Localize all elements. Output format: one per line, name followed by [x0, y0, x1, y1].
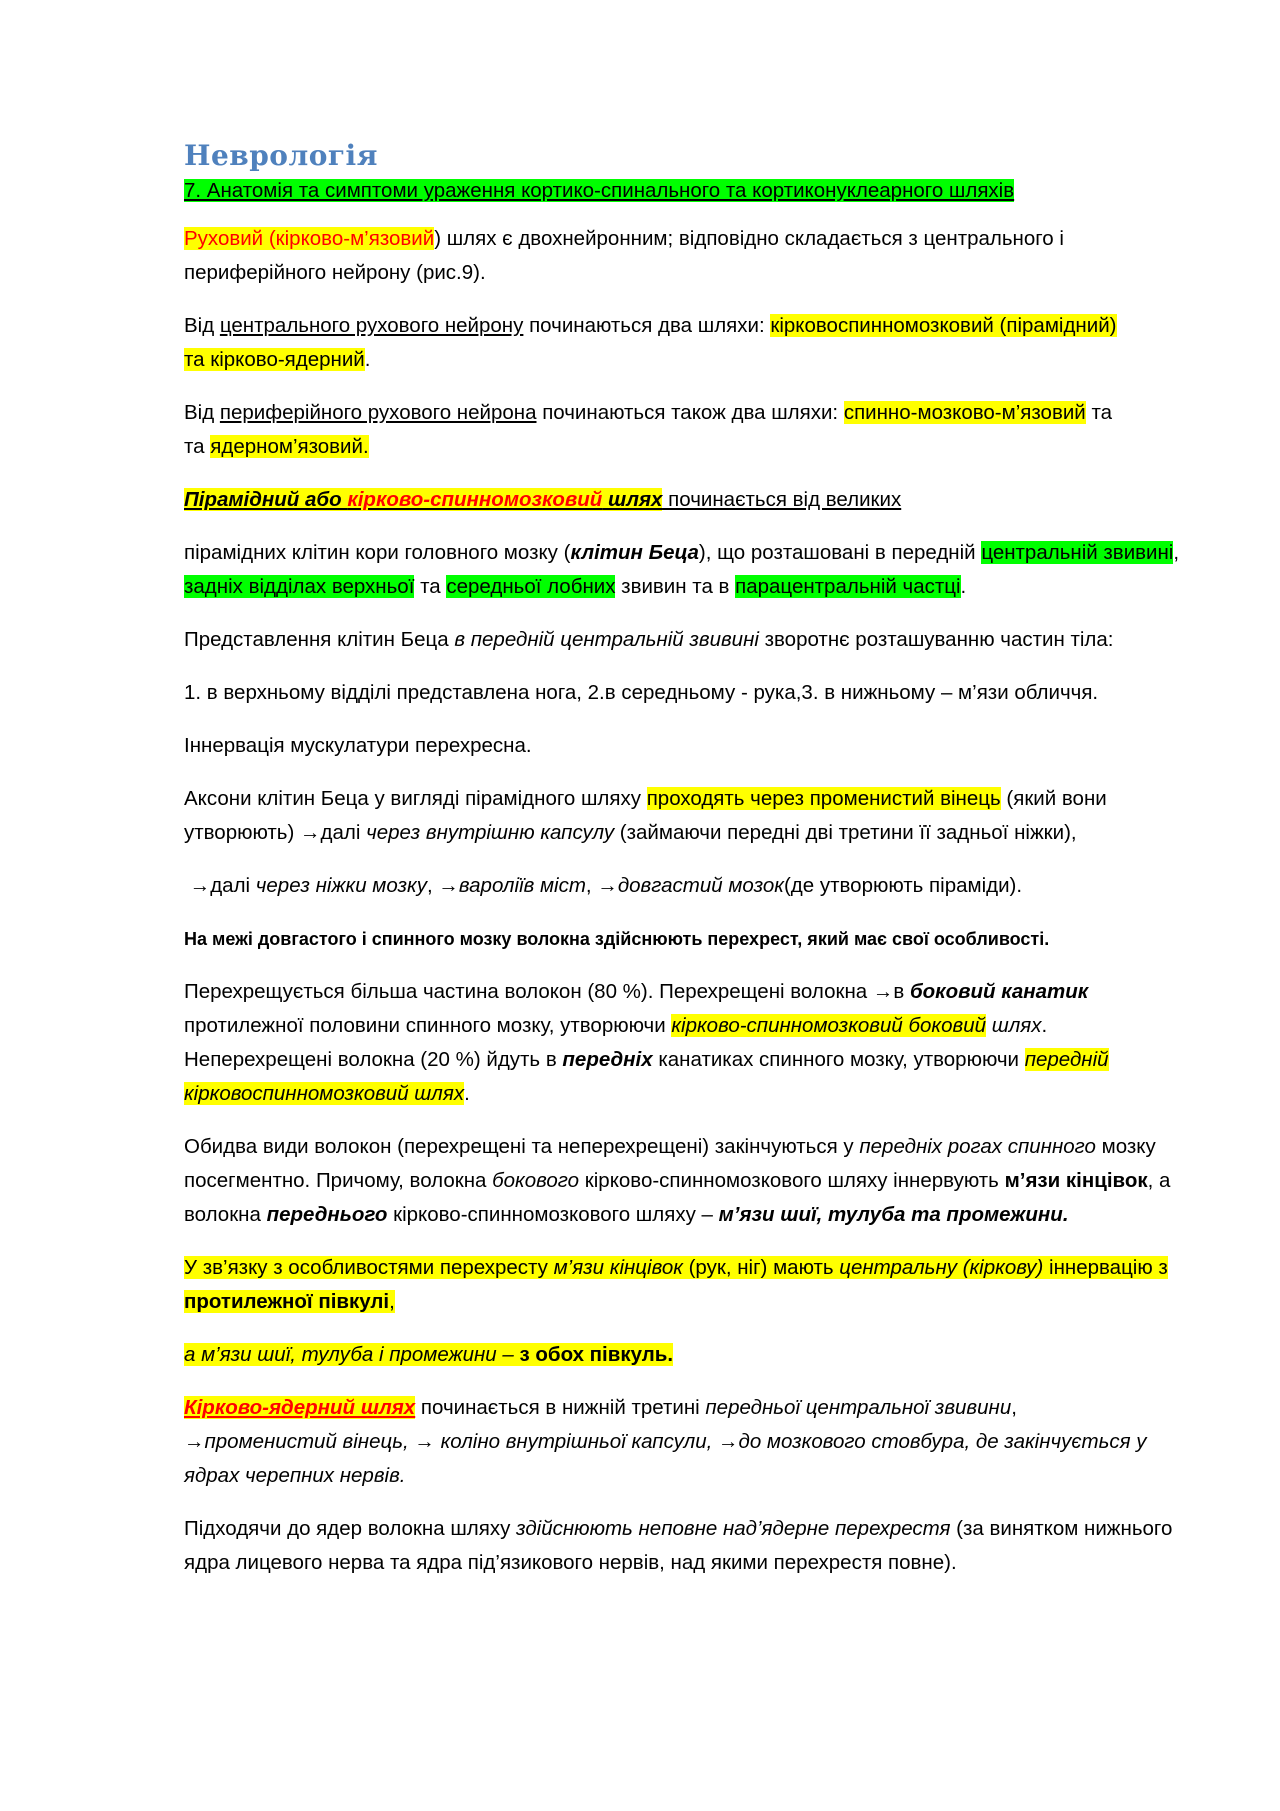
central-gyrus-term: центральній звивині	[981, 541, 1174, 564]
text: пірамідних клітин кори головного мозку (	[184, 541, 571, 564]
text: .	[960, 575, 967, 598]
corticonuclear-term: та кірково-ядерний	[184, 348, 365, 371]
spinomuscular-term: спинно-мозково-м’язовий	[843, 401, 1086, 424]
superior-parts-term: задніх відділах верхньої	[184, 575, 415, 598]
text: Підходячи до ядер волокна шляху	[184, 1517, 517, 1540]
text: починається від великих	[662, 488, 902, 511]
text: ) шлях є двохнейронним; відповідно складається з центрального і периферійного нейрону (рис.9).	[184, 227, 1064, 284]
text: вароліїв міст	[458, 874, 586, 897]
paragraph-axons	[184, 782, 1190, 850]
text: (рук, ніг) мають	[682, 1256, 840, 1279]
paragraph-supranuclear	[184, 1512, 1190, 1580]
paragraph-innervation: Іннервація мускулатури перехресна.	[184, 734, 532, 757]
topic-heading	[184, 174, 1190, 208]
paracentral-lobule-term: парацентральній частці	[735, 575, 961, 598]
both-hemispheres-term: з обох півкуль	[519, 1343, 668, 1366]
highlighted-block	[184, 1256, 1168, 1313]
text: Пірамідний або	[184, 488, 348, 511]
text: в	[893, 980, 910, 1003]
paragraph-decussation: На межі довгастого і спинного мозку волокна здійснюють перехрест, який має свої особливості.	[184, 929, 1050, 949]
text: починаються також два шляхи:	[536, 401, 844, 424]
paragraph-corticonuclear	[184, 1391, 1190, 1493]
text: бокового	[492, 1169, 580, 1192]
text: (займаючи передні дві третини її задньої ніжки),	[614, 821, 1077, 844]
trunk-muscles-term: м’язи шиї, тулуба та промежини	[718, 1203, 1063, 1226]
arrow-right-icon: →	[300, 821, 321, 844]
text: кірково-спинномозкового шляху –	[387, 1203, 719, 1226]
text: ,	[1173, 541, 1180, 564]
text: ), що розташовані в передній	[698, 541, 982, 564]
text: Обидва види волокон (перехрещені та неперехрещені) закінчуються у	[184, 1135, 860, 1158]
arrow-right-icon: →	[597, 874, 618, 897]
text: Від	[184, 401, 220, 424]
text: шлях	[602, 488, 663, 511]
text: .	[1062, 1203, 1069, 1226]
text: починається в нижній третині	[415, 1396, 706, 1419]
text: центральну (кіркову)	[839, 1256, 1044, 1279]
text: та	[414, 575, 447, 598]
arrow-right-icon: →	[414, 1430, 435, 1453]
text: . Неперехрещені волокна (20 %) йдуть в	[184, 1014, 1048, 1071]
internal-capsule-term: через внутрішню капсулу	[366, 821, 615, 844]
paragraph-central-neuron	[184, 309, 1190, 377]
corona-radiata-term: проходять через променистий вінець	[646, 787, 1001, 810]
paragraph-peripheral-neuron	[184, 396, 1190, 464]
pyramidal-tract-heading	[184, 488, 662, 511]
corticospinal-term: кірково-спинномозковий	[347, 488, 603, 511]
highlighted-block	[184, 1343, 673, 1366]
lateral-corticospinal-term: кірково-спинномозковий боковий	[671, 1014, 986, 1037]
paragraph-pyramidal-tract	[184, 483, 1190, 517]
text: здійснюють неповне над’ядерне перехрестя	[516, 1517, 951, 1540]
text: .	[364, 348, 371, 371]
text: передніх рогах спинного	[859, 1135, 1096, 1158]
text: ,	[1011, 1396, 1017, 1419]
text: до мозкового стовбура, де закінчується у ядрах черепних нервів.	[184, 1430, 1147, 1487]
text: далі	[210, 874, 256, 897]
paragraph-crossing	[184, 975, 1190, 1111]
text: ,	[585, 874, 598, 897]
text: та	[184, 435, 211, 458]
limb-muscles-term: м’язи кінцівок	[1004, 1169, 1148, 1192]
paragraph-somatotopy: 1. в верхньому відділі представлена нога, 2.в середньому - рука,3. в нижньому – м’язи обличчя.	[184, 681, 1099, 704]
arrow-right-icon: →	[872, 980, 894, 1003]
text: Перехрещується більша частина волокон (80 %). Перехрещені волокна	[184, 980, 873, 1003]
page-title: Неврологія	[184, 139, 378, 172]
anterior-corticospinal-term: передній кірковоспинномозковий шлях	[184, 1048, 1109, 1105]
text: Представлення клітин Беца	[184, 628, 455, 651]
paragraph-betz-cells	[184, 536, 1190, 604]
text: , а волокна	[184, 1169, 1171, 1226]
paragraph-termination	[184, 1130, 1190, 1232]
text: (який вони утворюють)	[184, 787, 1107, 844]
text: та	[1085, 401, 1113, 424]
anterior-term: переднього	[266, 1203, 388, 1226]
text: У зв’язку з особливостями перехресту	[184, 1256, 554, 1279]
text: звивин та в	[615, 575, 736, 598]
text: мозку посегментно. Причому, волокна	[184, 1135, 1156, 1192]
anterior-term: передніх	[562, 1048, 653, 1071]
text: канатиках спинного мозку, утворюючи	[652, 1048, 1025, 1071]
paragraph-bilateral	[184, 1338, 1190, 1372]
text: ,	[427, 874, 439, 897]
text: іннервацію з	[1043, 1256, 1168, 1279]
text: починаються два шляхи:	[523, 314, 771, 337]
text: протилежної половини спинного мозку, утворюючи	[184, 1014, 672, 1037]
text: далі	[320, 821, 367, 844]
nucleomuscular-term: ядерном’язовий.	[210, 435, 369, 458]
arrow-right-icon: →	[184, 1430, 205, 1453]
document-page	[184, 138, 1190, 1599]
arrow-right-icon: →	[717, 1430, 739, 1453]
paragraph-representation	[184, 623, 1190, 657]
arrow-right-icon: →	[189, 874, 211, 897]
betz-cells-term: клітин Беца	[570, 541, 699, 564]
text: променистий вінець,	[204, 1430, 415, 1453]
text: довгастий мозок	[617, 874, 784, 897]
middle-frontal-term: середньої лобних	[446, 575, 616, 598]
paragraph-motor-pathway	[184, 222, 1190, 290]
text: м’язи кінцівок	[553, 1256, 683, 1279]
topic-text: 7. Анатомія та симптоми ураження кортико-спинального та кортиконуклеарного шляхів	[184, 179, 1015, 202]
text: шлях	[986, 1014, 1042, 1037]
text: .	[464, 1082, 470, 1105]
text: кірково-спинномозкового шляху іннервують	[579, 1169, 1005, 1192]
text: передньої центральної звивини	[705, 1396, 1012, 1419]
arrow-right-icon: →	[438, 874, 459, 897]
text: через ніжки мозку	[255, 874, 427, 897]
text: в передній центральній звивині	[454, 628, 759, 651]
central-neuron-term: центрального рухового нейрону	[219, 314, 524, 337]
text: а м’язи шиї, тулуба і промежини –	[184, 1343, 520, 1366]
text: коліно внутрішньої капсули,	[434, 1430, 718, 1453]
text: ,	[389, 1290, 395, 1313]
text: .	[667, 1343, 674, 1366]
pyramidal-term: кірковоспинномозковий (пірамідний)	[770, 314, 1117, 337]
paragraph-brainstem-path	[184, 869, 1190, 903]
text: Від	[184, 314, 220, 337]
paragraph-limb-innervation	[184, 1251, 1190, 1319]
text: зворотнє розташуванню частин тіла:	[758, 628, 1114, 651]
peripheral-neuron-term: периферійного рухового нейрона	[219, 401, 537, 424]
lateral-funiculus-term: боковий канатик	[909, 980, 1089, 1003]
text: Аксони клітин Беца у вигляді пірамідного шляху	[184, 787, 647, 810]
contralateral-term: протилежної півкулі	[184, 1290, 390, 1313]
text: (де утворюють піраміди).	[783, 874, 1023, 897]
text: (за винятком нижнього ядра лицевого нерва та ядра під’язикового нервів, над якими перехрестя повне).	[184, 1517, 1173, 1574]
motor-pathway-term: Руховий (кірково-м’язовий	[184, 227, 435, 250]
corticonuclear-heading: Кірково-ядерний шлях	[184, 1396, 416, 1419]
